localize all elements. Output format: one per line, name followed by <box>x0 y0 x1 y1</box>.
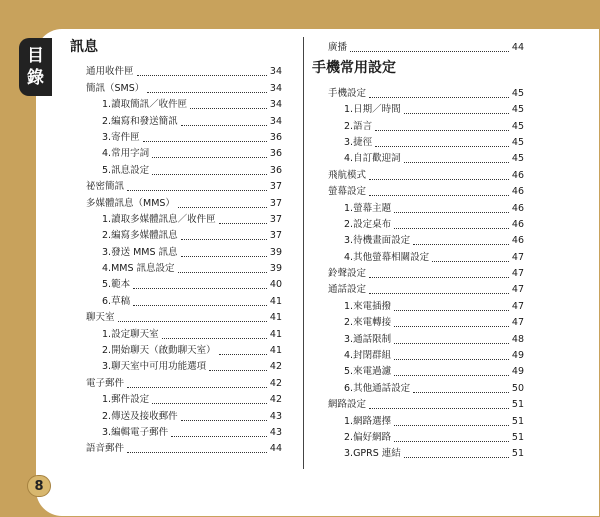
dot-leader <box>375 146 509 147</box>
entry-text: 2.傳送及接收郵件 <box>102 410 178 422</box>
toc-entry[interactable] <box>312 165 524 181</box>
dot-leader <box>394 326 509 327</box>
entry-page: 37 <box>269 197 282 209</box>
dot-leader <box>127 452 267 453</box>
toc-entry[interactable] <box>70 226 282 242</box>
dot-leader <box>147 92 267 93</box>
section-title-phone-settings: 手機常用設定 <box>312 60 396 77</box>
dot-leader <box>181 125 267 126</box>
dot-leader <box>394 343 509 344</box>
toc-entry[interactable] <box>70 95 282 111</box>
dot-leader <box>404 457 509 458</box>
dot-leader <box>404 113 509 114</box>
toc-entry[interactable] <box>70 423 282 439</box>
tab-char-1: 目 <box>27 46 44 66</box>
page-number: 8 <box>27 475 51 497</box>
toc-entry[interactable] <box>312 198 524 214</box>
entry-text: 通話設定 <box>328 284 367 296</box>
entry-page: 45 <box>511 87 524 99</box>
dot-leader <box>369 179 509 180</box>
dot-leader <box>219 354 267 355</box>
toc-entry[interactable] <box>312 411 524 427</box>
toc-entry[interactable] <box>70 308 282 324</box>
entry-page: 46 <box>511 235 524 247</box>
dot-leader <box>133 288 267 289</box>
entry-text: 3.聊天室中可用功能選項 <box>102 361 207 373</box>
entry-text: 4.常用字詞 <box>102 148 150 160</box>
section-title-messages: 訊息 <box>70 39 98 55</box>
entry-text: 1.日期／時間 <box>344 104 401 116</box>
entry-page: 45 <box>511 153 524 165</box>
dot-leader <box>394 228 509 229</box>
dot-leader <box>152 174 267 175</box>
dot-leader <box>394 441 509 442</box>
toc-entry[interactable] <box>70 390 282 406</box>
entry-text: 祕密簡訊 <box>86 181 125 193</box>
toc-entry[interactable] <box>312 149 524 165</box>
dot-leader <box>178 207 267 208</box>
toc-entry[interactable] <box>70 373 282 389</box>
toc-entry[interactable] <box>312 100 524 116</box>
entry-text: 2.編寫和發送簡訊 <box>102 115 178 127</box>
toc-entry[interactable] <box>312 247 524 263</box>
dot-leader <box>137 75 267 76</box>
entry-page: 46 <box>511 186 524 198</box>
dot-leader <box>404 162 509 163</box>
toc-entry[interactable] <box>70 62 282 78</box>
entry-text: 3.捷徑 <box>344 136 373 148</box>
toc-entry[interactable] <box>312 38 524 54</box>
toc-entry[interactable] <box>312 264 524 280</box>
dot-leader <box>413 244 509 245</box>
entry-page: 47 <box>511 268 524 280</box>
toc-entry[interactable] <box>312 428 524 444</box>
toc-entry[interactable] <box>312 329 524 345</box>
entry-text: 廣播 <box>328 42 348 54</box>
dot-leader <box>369 408 509 409</box>
toc-entry[interactable] <box>70 324 282 340</box>
entry-text: 2.偏好網路 <box>344 431 392 443</box>
entry-page: 41 <box>269 312 282 324</box>
entry-page: 47 <box>511 317 524 329</box>
entry-text: 3.發送 MMS 訊息 <box>102 246 178 258</box>
dot-leader <box>209 370 267 371</box>
toc-entry[interactable] <box>70 210 282 226</box>
toc-entry[interactable] <box>312 395 524 411</box>
toc-entry[interactable] <box>70 111 282 127</box>
left-entry-list <box>70 62 282 455</box>
entry-text: 1.設定聊天室 <box>102 328 159 340</box>
entry-text: 2.語言 <box>344 120 373 132</box>
dot-leader <box>127 387 267 388</box>
toc-entry[interactable] <box>312 182 524 198</box>
entry-text: 5.訊息設定 <box>102 164 150 176</box>
entry-page: 36 <box>269 148 282 160</box>
entry-page: 41 <box>269 328 282 340</box>
dot-leader <box>350 51 509 52</box>
entry-text: 5.範本 <box>102 279 131 291</box>
entry-page: 44 <box>511 42 524 54</box>
entry-text: 2.設定桌布 <box>344 218 392 230</box>
toc-entry[interactable] <box>312 215 524 231</box>
column-divider <box>303 37 304 469</box>
entry-page: 46 <box>511 218 524 230</box>
entry-text: 1.讀取多媒體訊息／收件匣 <box>102 213 216 225</box>
toc-entry[interactable] <box>70 144 282 160</box>
entry-page: 34 <box>269 115 282 127</box>
dot-leader <box>219 223 267 224</box>
entry-page: 46 <box>511 169 524 181</box>
entry-page: 48 <box>511 333 524 345</box>
dot-leader <box>181 239 267 240</box>
toc-entry[interactable] <box>70 439 282 455</box>
entry-page: 34 <box>269 66 282 78</box>
toc-tab <box>19 38 52 96</box>
entry-page: 44 <box>269 443 282 455</box>
entry-text: 螢幕設定 <box>328 186 367 198</box>
dot-leader <box>178 272 267 273</box>
toc-entry[interactable] <box>70 177 282 193</box>
entry-page: 37 <box>269 181 282 193</box>
toc-entry[interactable] <box>312 346 524 362</box>
entry-page: 45 <box>511 136 524 148</box>
entry-text: 1.來電插撥 <box>344 300 392 312</box>
toc-entry[interactable] <box>70 242 282 258</box>
dot-leader <box>394 310 509 311</box>
entry-page: 51 <box>511 448 524 460</box>
entry-text: 3.待機畫面設定 <box>344 235 411 247</box>
dot-leader <box>413 392 509 393</box>
entry-page: 37 <box>269 213 282 225</box>
toc-entry[interactable] <box>70 128 282 144</box>
dot-leader <box>162 338 267 339</box>
entry-page: 36 <box>269 164 282 176</box>
entry-page: 42 <box>269 361 282 373</box>
entry-text: 1.網路選擇 <box>344 415 392 427</box>
entry-page: 51 <box>511 399 524 411</box>
entry-page: 39 <box>269 263 282 275</box>
entry-text: 通用收件匣 <box>86 66 134 78</box>
toc-entry[interactable] <box>312 378 524 394</box>
entry-page: 39 <box>269 246 282 258</box>
toc-entry[interactable] <box>312 231 524 247</box>
entry-text: 4.MMS 訊息設定 <box>102 263 175 275</box>
entry-text: 多媒體訊息（MMS） <box>86 197 175 209</box>
dot-leader <box>432 261 509 262</box>
entry-page: 43 <box>269 426 282 438</box>
toc-entry[interactable] <box>312 296 524 312</box>
dot-leader <box>171 436 267 437</box>
entry-page: 51 <box>511 431 524 443</box>
entry-page: 42 <box>269 377 282 389</box>
dot-leader <box>369 97 509 98</box>
toc-entry[interactable] <box>70 160 282 176</box>
entry-page: 36 <box>269 131 282 143</box>
toc-entry[interactable] <box>312 444 524 460</box>
entry-text: 1.郵件設定 <box>102 394 150 406</box>
tab-char-2: 錄 <box>27 68 44 88</box>
dot-leader <box>375 130 509 131</box>
toc-entry[interactable] <box>312 362 524 378</box>
dot-leader <box>152 157 267 158</box>
entry-text: 飛航模式 <box>328 169 367 181</box>
toc-entry[interactable] <box>312 280 524 296</box>
entry-text: 2.開始聊天（啟動聊天室） <box>102 345 216 357</box>
entry-page: 46 <box>511 202 524 214</box>
dot-leader <box>127 190 267 191</box>
entry-text: 1.讀取簡訊／收件匣 <box>102 99 188 111</box>
entry-text: 4.自訂歡迎詞 <box>344 153 401 165</box>
entry-text: 6.草稿 <box>102 295 131 307</box>
dot-leader <box>181 420 267 421</box>
toc-entry[interactable] <box>70 291 282 307</box>
entry-text: 1.螢幕主題 <box>344 202 392 214</box>
entry-page: 37 <box>269 230 282 242</box>
right-entry-list <box>312 83 524 460</box>
entry-page: 34 <box>269 99 282 111</box>
dot-leader <box>133 305 267 306</box>
entry-text: 鈴聲設定 <box>328 268 367 280</box>
right-column <box>312 38 524 460</box>
toc-entry[interactable] <box>312 116 524 132</box>
dot-leader <box>369 195 509 196</box>
entry-text: 簡訊（SMS） <box>86 82 145 94</box>
entry-page: 41 <box>269 345 282 357</box>
toc-entry[interactable] <box>70 406 282 422</box>
dot-leader <box>152 403 267 404</box>
dot-leader <box>118 321 267 322</box>
toc-entry[interactable] <box>312 313 524 329</box>
toc-entry[interactable] <box>70 193 282 209</box>
entry-text: 3.編輯電子郵件 <box>102 426 169 438</box>
entry-text: 3.GPRS 連結 <box>344 448 401 460</box>
dot-leader <box>369 293 509 294</box>
toc-entry[interactable] <box>70 341 282 357</box>
entry-text: 4.其他螢幕相關設定 <box>344 251 430 263</box>
entry-page: 42 <box>269 394 282 406</box>
entry-page: 47 <box>511 251 524 263</box>
dot-leader <box>394 212 509 213</box>
dot-leader <box>394 359 509 360</box>
entry-text: 5.來電過濾 <box>344 366 392 378</box>
toc-entry[interactable] <box>312 83 524 99</box>
entry-page: 47 <box>511 300 524 312</box>
entry-text: 3.寄件匣 <box>102 131 140 143</box>
entry-page: 49 <box>511 366 524 378</box>
dot-leader <box>394 375 509 376</box>
entry-page: 49 <box>511 350 524 362</box>
entry-text: 2.來電轉接 <box>344 317 392 329</box>
entry-page: 43 <box>269 410 282 422</box>
entry-text: 3.通話限制 <box>344 333 392 345</box>
toc-entry[interactable] <box>70 78 282 94</box>
entry-page: 34 <box>269 82 282 94</box>
left-column <box>70 38 282 455</box>
dot-leader <box>394 425 509 426</box>
entry-page: 45 <box>511 104 524 116</box>
entry-text: 4.封閉群組 <box>344 350 392 362</box>
entry-text: 電子郵件 <box>86 377 125 389</box>
entry-page: 51 <box>511 415 524 427</box>
entry-page: 47 <box>511 284 524 296</box>
dot-leader <box>190 108 267 109</box>
entry-text: 語音郵件 <box>86 443 125 455</box>
entry-text: 6.其他通話設定 <box>344 382 411 394</box>
entry-page: 45 <box>511 120 524 132</box>
entry-page: 41 <box>269 295 282 307</box>
dot-leader <box>143 141 267 142</box>
entry-text: 聊天室 <box>86 312 115 324</box>
toc-entry[interactable] <box>70 357 282 373</box>
entry-page: 50 <box>511 382 524 394</box>
dot-leader <box>369 277 509 278</box>
entry-text: 網路設定 <box>328 399 367 411</box>
entry-text: 手機設定 <box>328 87 367 99</box>
toc-entry[interactable] <box>70 259 282 275</box>
dot-leader <box>181 256 267 257</box>
toc-entry[interactable] <box>70 275 282 291</box>
entry-page: 40 <box>269 279 282 291</box>
entry-text: 2.編寫多媒體訊息 <box>102 230 178 242</box>
toc-entry[interactable] <box>312 133 524 149</box>
